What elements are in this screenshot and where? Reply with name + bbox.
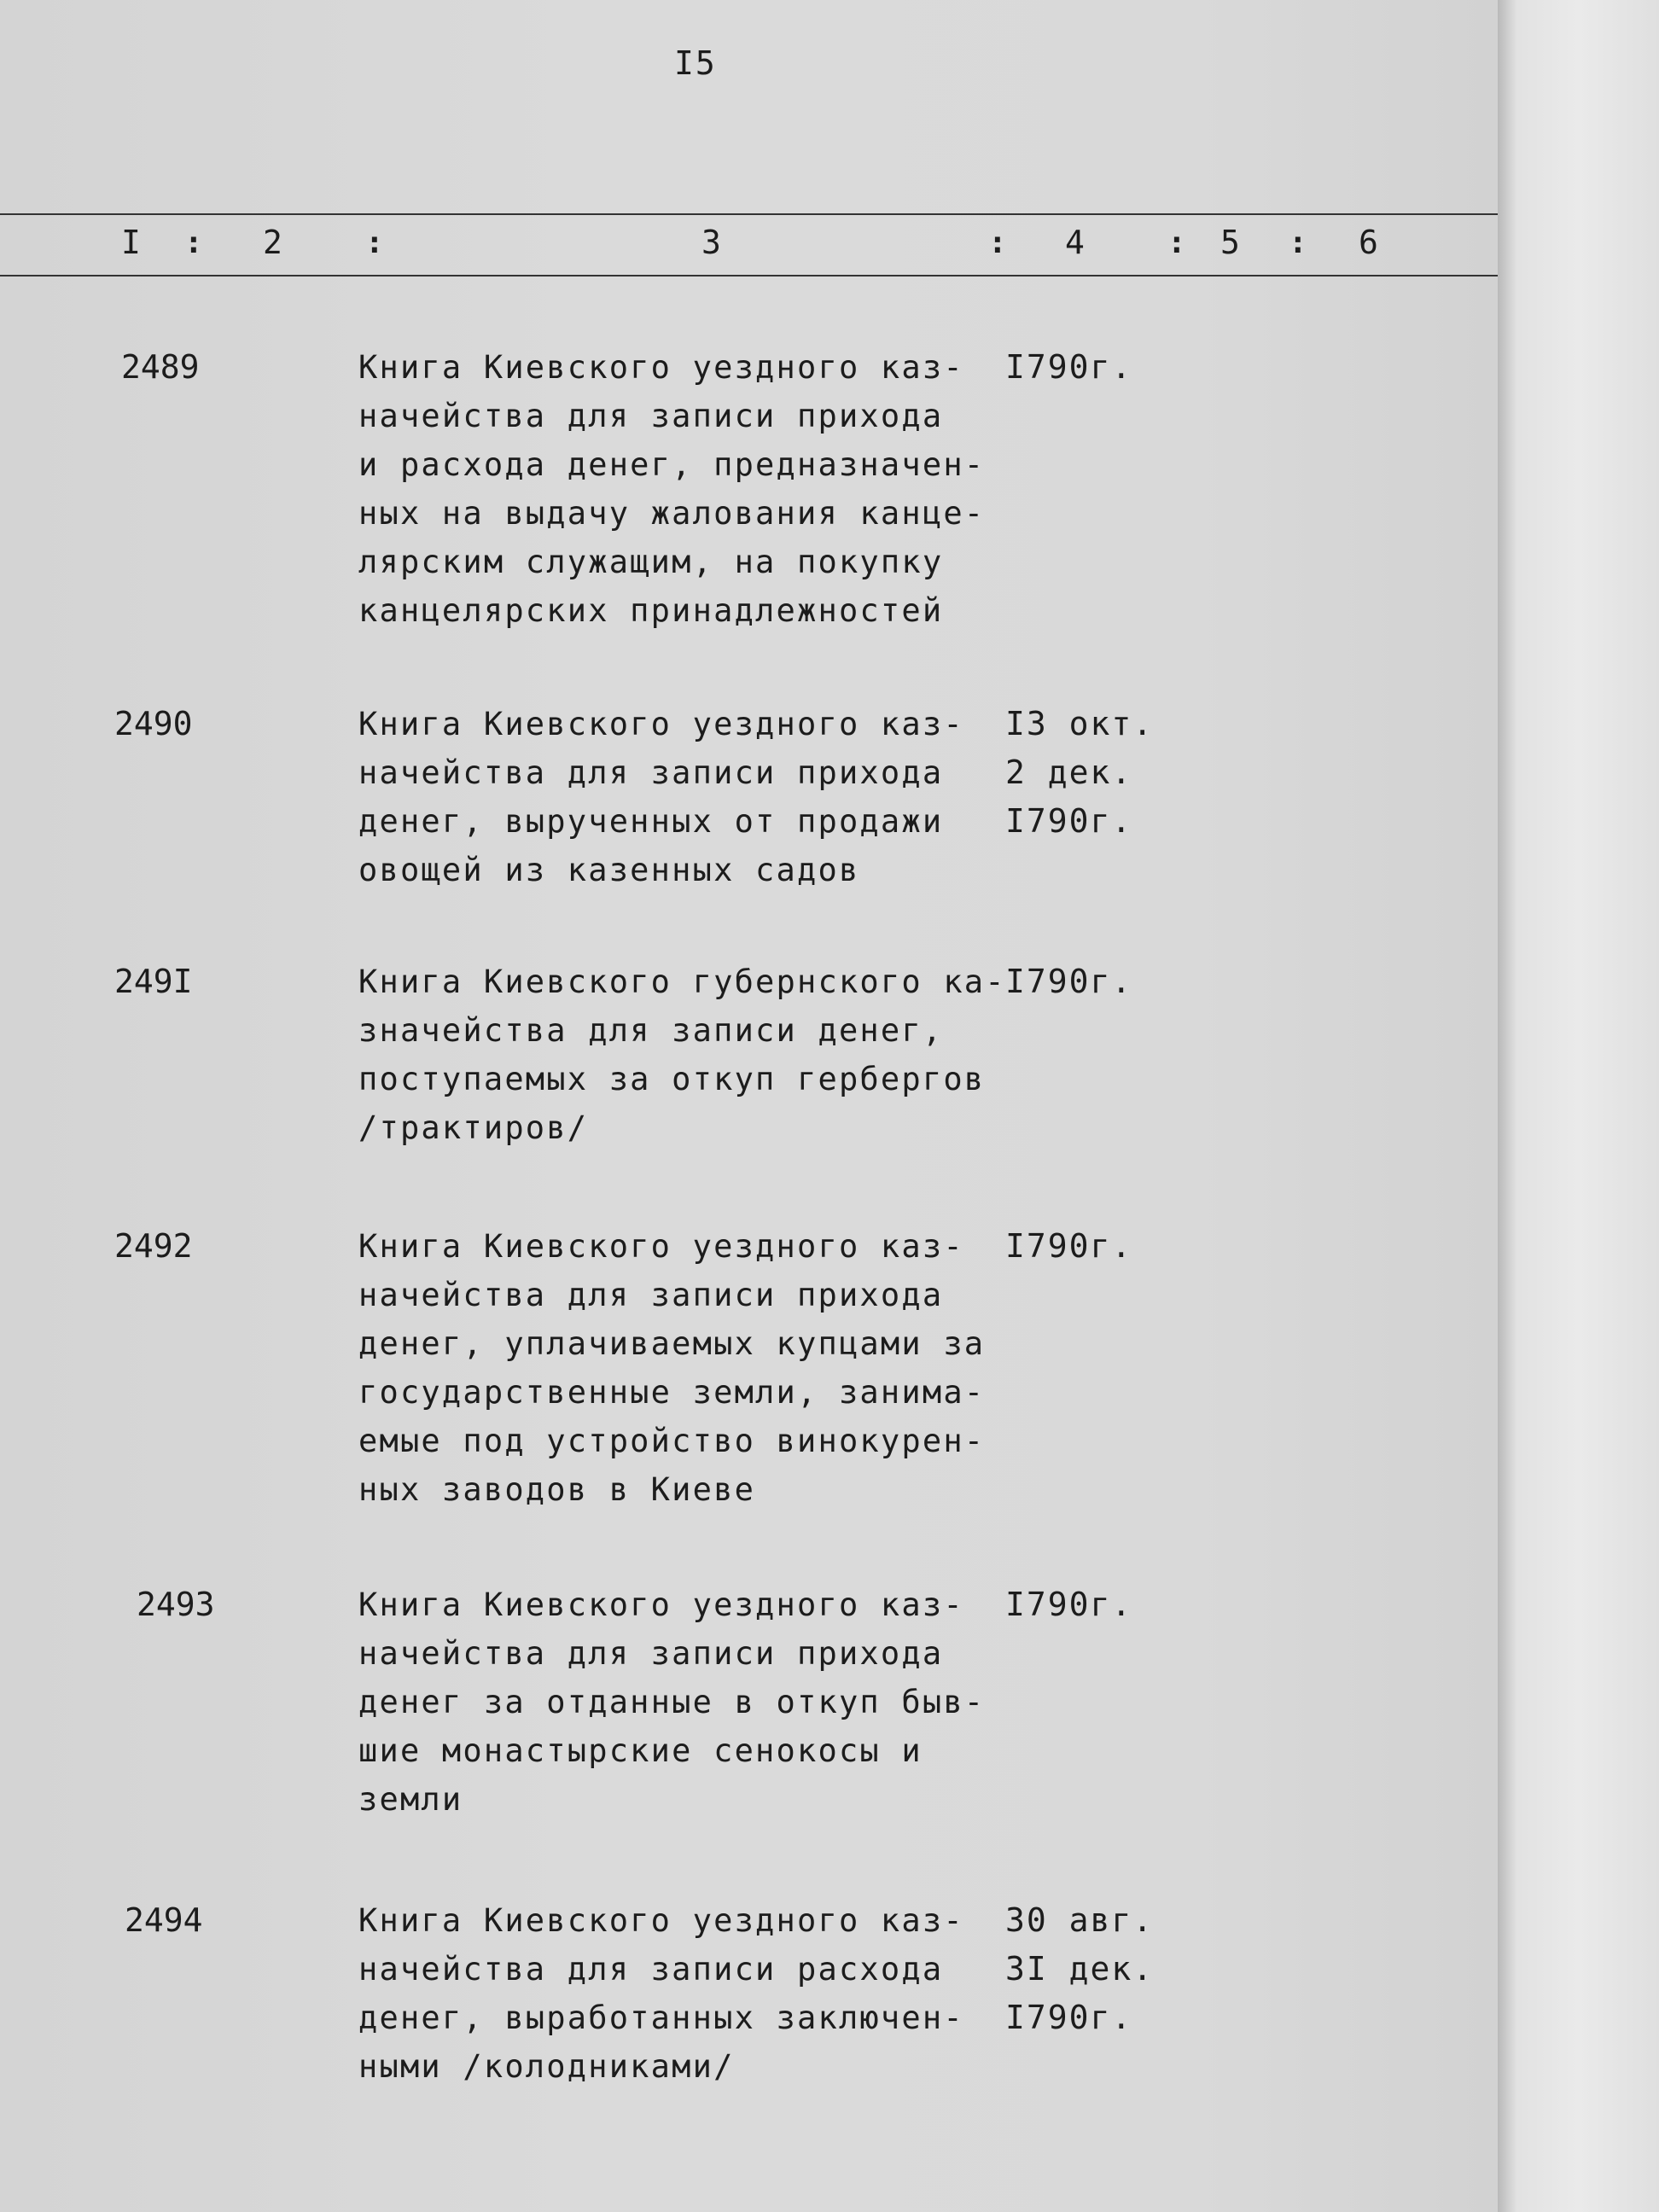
column-separator: : [184, 225, 203, 260]
header-bottom-rule [0, 275, 1498, 276]
date-line: I790г. [1005, 1586, 1133, 1623]
entry-description [358, 343, 990, 635]
description-line: лярским служащим, на покупку [358, 544, 944, 580]
column-separator: : [1289, 225, 1307, 260]
entry-number: 2489 [121, 348, 200, 386]
date-line: I790г. [1005, 348, 1133, 386]
description-line: шие монастырские сенокосы и [358, 1732, 923, 1769]
date-line: 2 дек. [1005, 754, 1133, 791]
description-line: Книга Киевского губернского ка- [358, 963, 1006, 1000]
description-line: поступаемых за откуп гербергов [358, 1061, 986, 1097]
entry-description [358, 1896, 990, 2091]
date-line: I3 окт. [1005, 705, 1155, 742]
entry-number: 2494 [125, 1901, 203, 1939]
entry-number: 249I [114, 963, 193, 1000]
page-edge-background [1498, 0, 1659, 2212]
header-top-rule [0, 213, 1498, 215]
entry-number: 2490 [114, 705, 193, 742]
description-line: /трактиров/ [358, 1109, 589, 1146]
description-line: канцелярских принадлежностей [358, 592, 944, 629]
description-line: государственные земли, занима- [358, 1374, 986, 1411]
description-line: начейства для записи прихода [358, 398, 944, 434]
description-line: начейства для записи прихода [358, 754, 944, 791]
entry-description [358, 700, 990, 894]
column-separator: : [1167, 225, 1186, 260]
entry-dates [1005, 1580, 1132, 1629]
description-line: Книга Киевского уездного каз- [358, 1902, 964, 1939]
description-line: денег за отданные в откуп быв- [358, 1684, 986, 1720]
column-header-6: 6 [1359, 224, 1378, 261]
description-line: Книга Киевского уездного каз- [358, 706, 964, 742]
description-line: Книга Киевского уездного каз- [358, 349, 964, 386]
entry-dates [1005, 343, 1132, 392]
entry-description [358, 1580, 990, 1824]
column-header-2: 2 [263, 224, 282, 261]
description-line: ных на выдачу жалования канце- [358, 495, 986, 532]
description-line: и расхода денег, предназначен- [358, 446, 986, 483]
date-line: I790г. [1005, 1999, 1133, 2036]
description-line: значейства для записи денег, [358, 1012, 944, 1049]
column-header-4: 4 [1065, 224, 1085, 261]
column-separator: : [988, 225, 1007, 260]
entry-description [358, 958, 1006, 1152]
date-line: 3I дек. [1005, 1950, 1155, 1988]
description-line: начейства для записи прихода [358, 1277, 944, 1313]
description-line: денег, уплачиваемых купцами за [358, 1325, 986, 1362]
entry-dates [1005, 1222, 1132, 1271]
date-line: 30 авг. [1005, 1901, 1155, 1939]
description-line: начейства для записи прихода [358, 1635, 944, 1672]
description-line: денег, вырученных от продажи [358, 803, 944, 840]
page-number: I5 [674, 44, 717, 82]
description-line: овощей из казенных садов [358, 852, 860, 888]
description-line: денег, выработанных заключен- [358, 2000, 964, 2036]
date-line: I790г. [1005, 963, 1133, 1000]
entry-dates [1005, 1896, 1154, 2042]
entry-dates [1005, 958, 1132, 1006]
entry-number: 2493 [137, 1586, 215, 1623]
description-line: ных заводов в Киеве [358, 1471, 756, 1508]
column-separator: : [365, 225, 384, 260]
description-line: начейства для записи расхода [358, 1951, 944, 1988]
column-header-3: 3 [701, 224, 721, 261]
date-line: I790г. [1005, 1227, 1133, 1265]
description-line: ными /колодниками/ [358, 2048, 735, 2085]
description-line: Книга Киевского уездного каз- [358, 1228, 964, 1265]
description-line: Книга Киевского уездного каз- [358, 1586, 964, 1623]
entry-dates [1005, 700, 1154, 846]
column-header-1: I [121, 224, 141, 261]
description-line: земли [358, 1781, 463, 1818]
date-line: I790г. [1005, 802, 1133, 840]
column-header-5: 5 [1220, 224, 1240, 261]
description-line: емые под устройство винокурен- [358, 1423, 986, 1459]
entry-description [358, 1222, 990, 1514]
entry-number: 2492 [114, 1227, 193, 1265]
